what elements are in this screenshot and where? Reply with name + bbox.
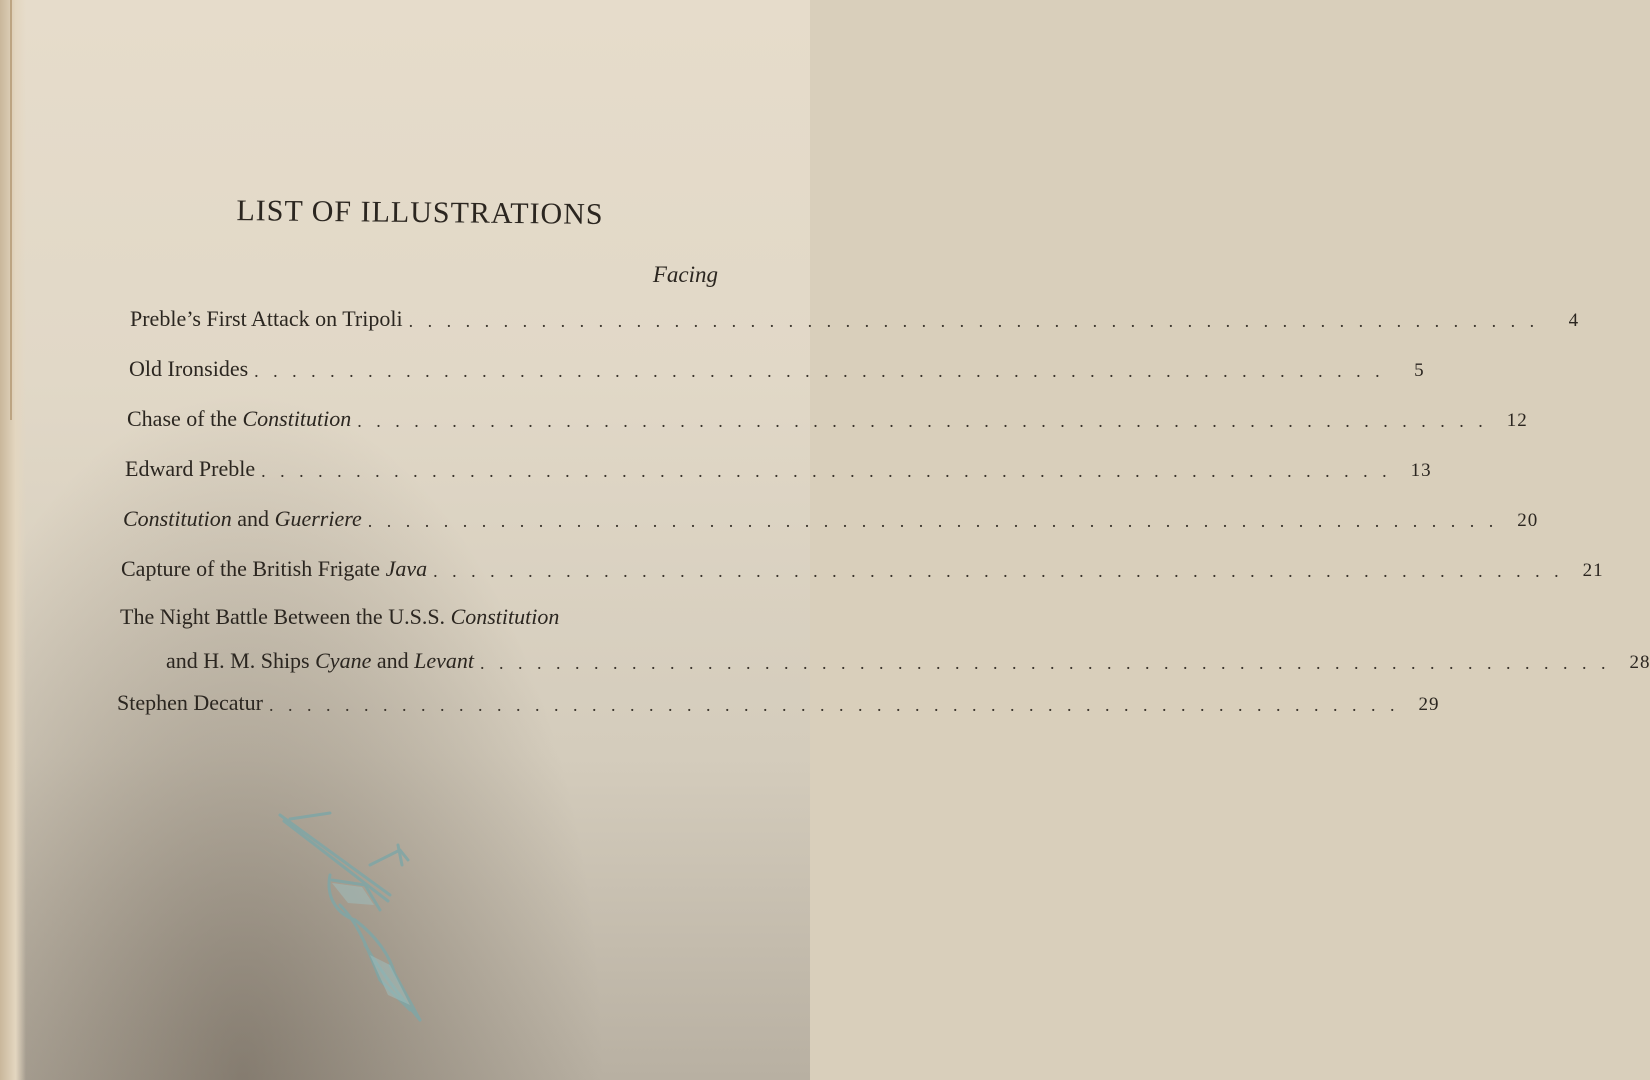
illustration-title-part: Constitution bbox=[450, 604, 560, 629]
illustration-entry bbox=[117, 690, 1440, 716]
illustration-title-line bbox=[120, 604, 559, 630]
illustration-title bbox=[166, 648, 474, 674]
illustration-title-part: Cyane bbox=[315, 648, 372, 673]
illustration-entry bbox=[125, 456, 1432, 482]
illustration-entry bbox=[121, 556, 1604, 582]
dot-leader: . . . . . . . . . . . . . . . . . . . . . . . . . . . . . . . . . . . . . . . . . . . . . . . . . . . . . . . . . . . . bbox=[261, 461, 1392, 481]
illustration-title-part: Constitution bbox=[123, 506, 232, 531]
page-number: 5 bbox=[1414, 360, 1425, 381]
dot-leader: . . . . . . . . . . . . . . . . . . . . . . . . . . . . . . . . . . . . . . . . . . . . . . . . . . . . . . . . . . . . bbox=[408, 311, 1540, 331]
dot-leader: . . . . . . . . . . . . . . . . . . . . . . . . . . . . . . . . . . . . . . . . . . . . . . . . . . . . . . . . . . . . bbox=[367, 511, 1499, 531]
illustration-entry bbox=[130, 306, 1580, 332]
page-number: 21 bbox=[1582, 560, 1604, 581]
illustration-title-part: Constitution bbox=[242, 406, 352, 431]
page-number: 13 bbox=[1410, 460, 1432, 481]
illustration-title-part: and bbox=[371, 648, 415, 673]
dot-leader: . . . . . . . . . . . . . . . . . . . . . . . . . . . . . . . . . . . . . . . . . . . . . . . . . . . . . . . . . . . . bbox=[254, 361, 1385, 381]
page-number: 4 bbox=[1568, 310, 1580, 331]
illustration-title-part: Levant bbox=[414, 648, 474, 673]
illustration-entry bbox=[127, 406, 1528, 432]
illustration-title-part: and bbox=[231, 506, 275, 531]
page-number: 20 bbox=[1517, 510, 1539, 531]
page-title: LIST OF ILLUSTRATIONS bbox=[236, 194, 604, 231]
illustration-title-part: Stephen Decatur bbox=[117, 690, 263, 715]
ship-emblem-icon bbox=[270, 805, 440, 1030]
illustration-title bbox=[117, 690, 263, 716]
illustration-title bbox=[125, 456, 255, 482]
illustration-entry bbox=[166, 648, 1650, 674]
illustration-title-part: Old Ironsides bbox=[129, 356, 249, 381]
illustration-entry bbox=[123, 506, 1539, 532]
illustration-title-part: Capture of the British Frigate bbox=[121, 556, 386, 581]
illustration-title bbox=[127, 406, 351, 432]
illustration-title-part: and H. M. Ships bbox=[166, 648, 316, 673]
illustration-title bbox=[129, 356, 248, 382]
illustration-title-part: Edward Preble bbox=[125, 456, 256, 481]
illustration-title-part: Java bbox=[385, 556, 428, 581]
illustration-title-part: Chase of the bbox=[127, 406, 243, 431]
page-number: 29 bbox=[1418, 694, 1440, 715]
dot-leader: . . . . . . . . . . . . . . . . . . . . . . . . . . . . . . . . . . . . . . . . . . . . . . . . . . . . . . . . . . . . bbox=[479, 653, 1611, 673]
page-number: 28 bbox=[1629, 652, 1650, 673]
dot-leader: . . . . . . . . . . . . . . . . . . . . . . . . . . . . . . . . . . . . . . . . . . . . . . . . . . . . . . . . . . . . bbox=[269, 695, 1400, 715]
page-number: 12 bbox=[1506, 410, 1528, 431]
illustration-title-part: The Night Battle Between the U.S.S. bbox=[120, 604, 451, 629]
illustration-title-part: Preble’s First Attack on Tripoli bbox=[130, 306, 403, 331]
dot-leader: . . . . . . . . . . . . . . . . . . . . . . . . . . . . . . . . . . . . . . . . . . . . . . . . . . . . . . . . . . . . bbox=[433, 561, 1564, 581]
illustration-entry bbox=[129, 356, 1425, 382]
illustration-title bbox=[123, 506, 362, 532]
dot-leader: . . . . . . . . . . . . . . . . . . . . . . . . . . . . . . . . . . . . . . . . . . . . . . . . . . . . . . . . . . . . bbox=[357, 411, 1488, 431]
illustration-title-part: Guerriere bbox=[274, 506, 362, 531]
illustration-title bbox=[121, 556, 427, 582]
facing-column-label: Facing bbox=[652, 262, 718, 287]
illustration-title bbox=[130, 306, 403, 332]
